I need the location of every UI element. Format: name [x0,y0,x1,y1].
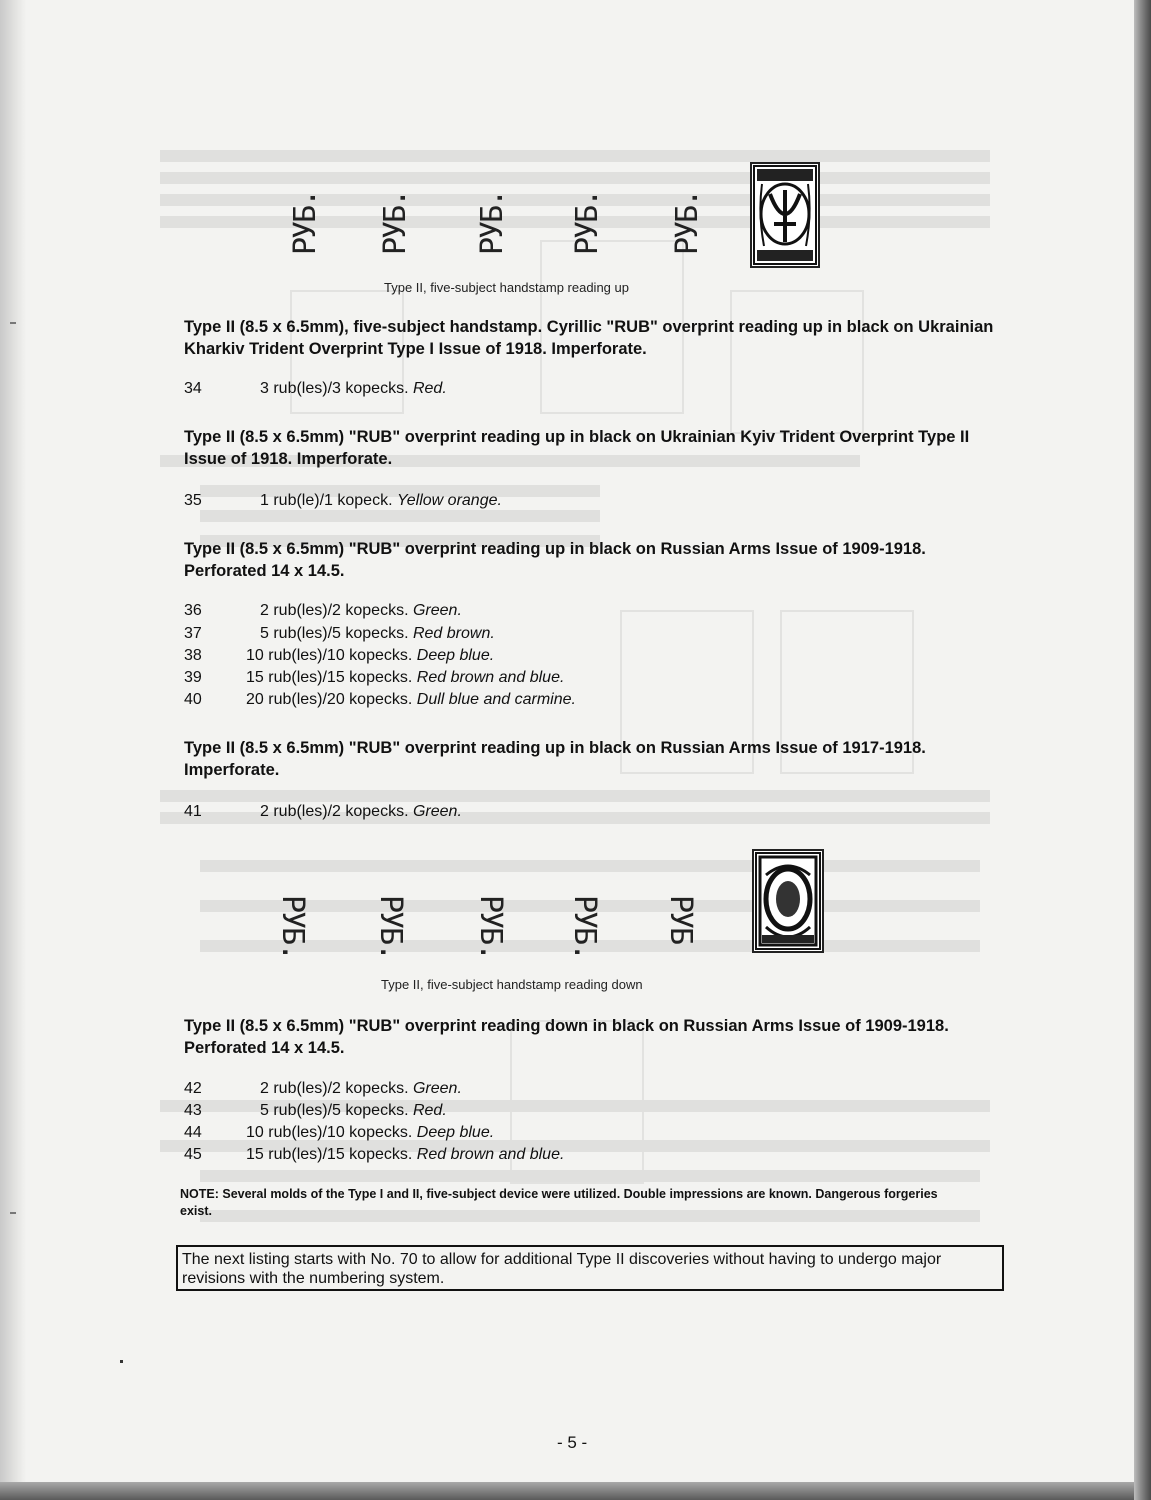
catalog-color: Red brown and blue. [416,669,565,686]
trident-stamp-image [750,162,820,268]
arms-stamp-image [752,849,824,953]
catalog-number: 37 [184,625,202,642]
catalog-description: 15 rub(les)/15 kopecks. Red brown and blue. [246,669,565,686]
catalog-color: Yellow orange. [396,492,502,509]
binding-shadow [0,0,26,1482]
catalog-number: 43 [184,1102,202,1119]
rub-overprint-glyph: РУБ. [378,190,413,255]
catalog-description: 3 rub(les)/3 kopecks. Red. [260,380,447,397]
section-heading: Type II (8.5 x 6.5mm), five-subject handstamp. Cyrillic "RUB" overprint reading up in black on Ukrainian Kharkiv Trident Overprint Type I Issue of 1918. Imperforate. [184,318,994,358]
stray-mark [120,1360,123,1363]
catalog-number: 39 [184,669,202,686]
catalog-color: Red. [412,1102,447,1119]
page-edge-shadow [0,1482,1134,1500]
numbering-notice-box: The next listing starts with No. 70 to allow for additional Type II discoveries without having to undergo major revisions with the numbering system. [176,1245,1004,1291]
catalog-number: 45 [184,1146,202,1163]
section-heading: Type II (8.5 x 6.5mm) "RUB" overprint reading up in black on Russian Arms Issue of 1917-1918. Imperforate. [184,739,926,779]
rub-overprint-glyph: РУБ. [567,895,602,960]
page-number: - 5 - [557,1433,588,1452]
handstamp-up-row [280,160,1000,280]
catalog-color: Deep blue. [416,647,495,664]
handstamp-down-row [275,845,1000,965]
catalog-color: Deep blue. [416,1124,495,1141]
catalog-color: Green. [412,803,462,820]
binding-hole [10,322,16,324]
section-heading: Type II (8.5 x 6.5mm) "RUB" overprint reading up in black on Russian Arms Issue of 1909-1918. Perforated 14 x 14.5. [184,540,926,580]
rub-overprint-glyph: РУБ. [275,895,310,960]
catalog-description: 5 rub(les)/5 kopecks. Red brown. [260,625,495,642]
catalog-description: 20 rub(les)/20 kopecks. Dull blue and carmine. [246,691,576,708]
rub-overprint-glyph: РУБ. [288,190,323,255]
catalog-color: Green. [412,1080,462,1097]
section-heading: Type II (8.5 x 6.5mm) "RUB" overprint reading up in black on Ukrainian Kyiv Trident Overprint Type II Issue of 1918. Imperforate. [184,428,970,468]
catalog-color: Red brown and blue. [416,1146,565,1163]
catalog-number: 42 [184,1080,202,1097]
catalog-number: 44 [184,1124,202,1141]
binding-hole [10,1212,16,1214]
catalog-description: 5 rub(les)/5 kopecks. Red. [260,1102,447,1119]
figure-caption-up: Type II, five-subject handstamp reading up [384,280,629,295]
catalog-color: Dull blue and carmine. [416,691,576,708]
catalog-number: 38 [184,647,202,664]
rub-overprint-glyph: РУБ. [373,895,408,960]
rub-overprint-glyph: РУБ. [475,190,510,255]
rub-overprint-glyph: РУБ. [670,190,705,255]
catalog-color: Green. [412,602,462,619]
catalog-number: 35 [184,492,202,509]
catalog-description: 2 rub(les)/2 kopecks. Green. [260,1080,462,1097]
catalog-number: 36 [184,602,202,619]
page-edge-shadow [1134,0,1151,1500]
forgery-note: NOTE: Several molds of the Type I and II, five-subject device were utilized. Double impressions are known. Dangerous forgeries exist. [180,1187,938,1218]
figure-caption-down: Type II, five-subject handstamp reading down [381,977,643,992]
catalog-description: 10 rub(les)/10 kopecks. Deep blue. [246,647,495,664]
rub-overprint-glyph: РУБ [663,895,698,944]
catalog-number: 41 [184,803,202,820]
catalog-description: 1 rub(le)/1 kopeck. Yellow orange. [260,492,502,509]
catalog-color: Red. [412,380,447,397]
catalog-description: 2 rub(les)/2 kopecks. Green. [260,602,462,619]
catalog-description: 15 rub(les)/15 kopecks. Red brown and blue. [246,1146,565,1163]
rub-overprint-glyph: РУБ. [473,895,508,960]
catalog-color: Red brown. [412,625,495,642]
catalog-number: 34 [184,380,202,397]
catalog-description: 10 rub(les)/10 kopecks. Deep blue. [246,1124,495,1141]
rub-overprint-glyph: РУБ. [570,190,605,255]
catalog-description: 2 rub(les)/2 kopecks. Green. [260,803,462,820]
catalog-number: 40 [184,691,202,708]
section-heading: Type II (8.5 x 6.5mm) "RUB" overprint reading down in black on Russian Arms Issue of 1909-1918. Perforated 14 x 14.5. [184,1017,949,1057]
